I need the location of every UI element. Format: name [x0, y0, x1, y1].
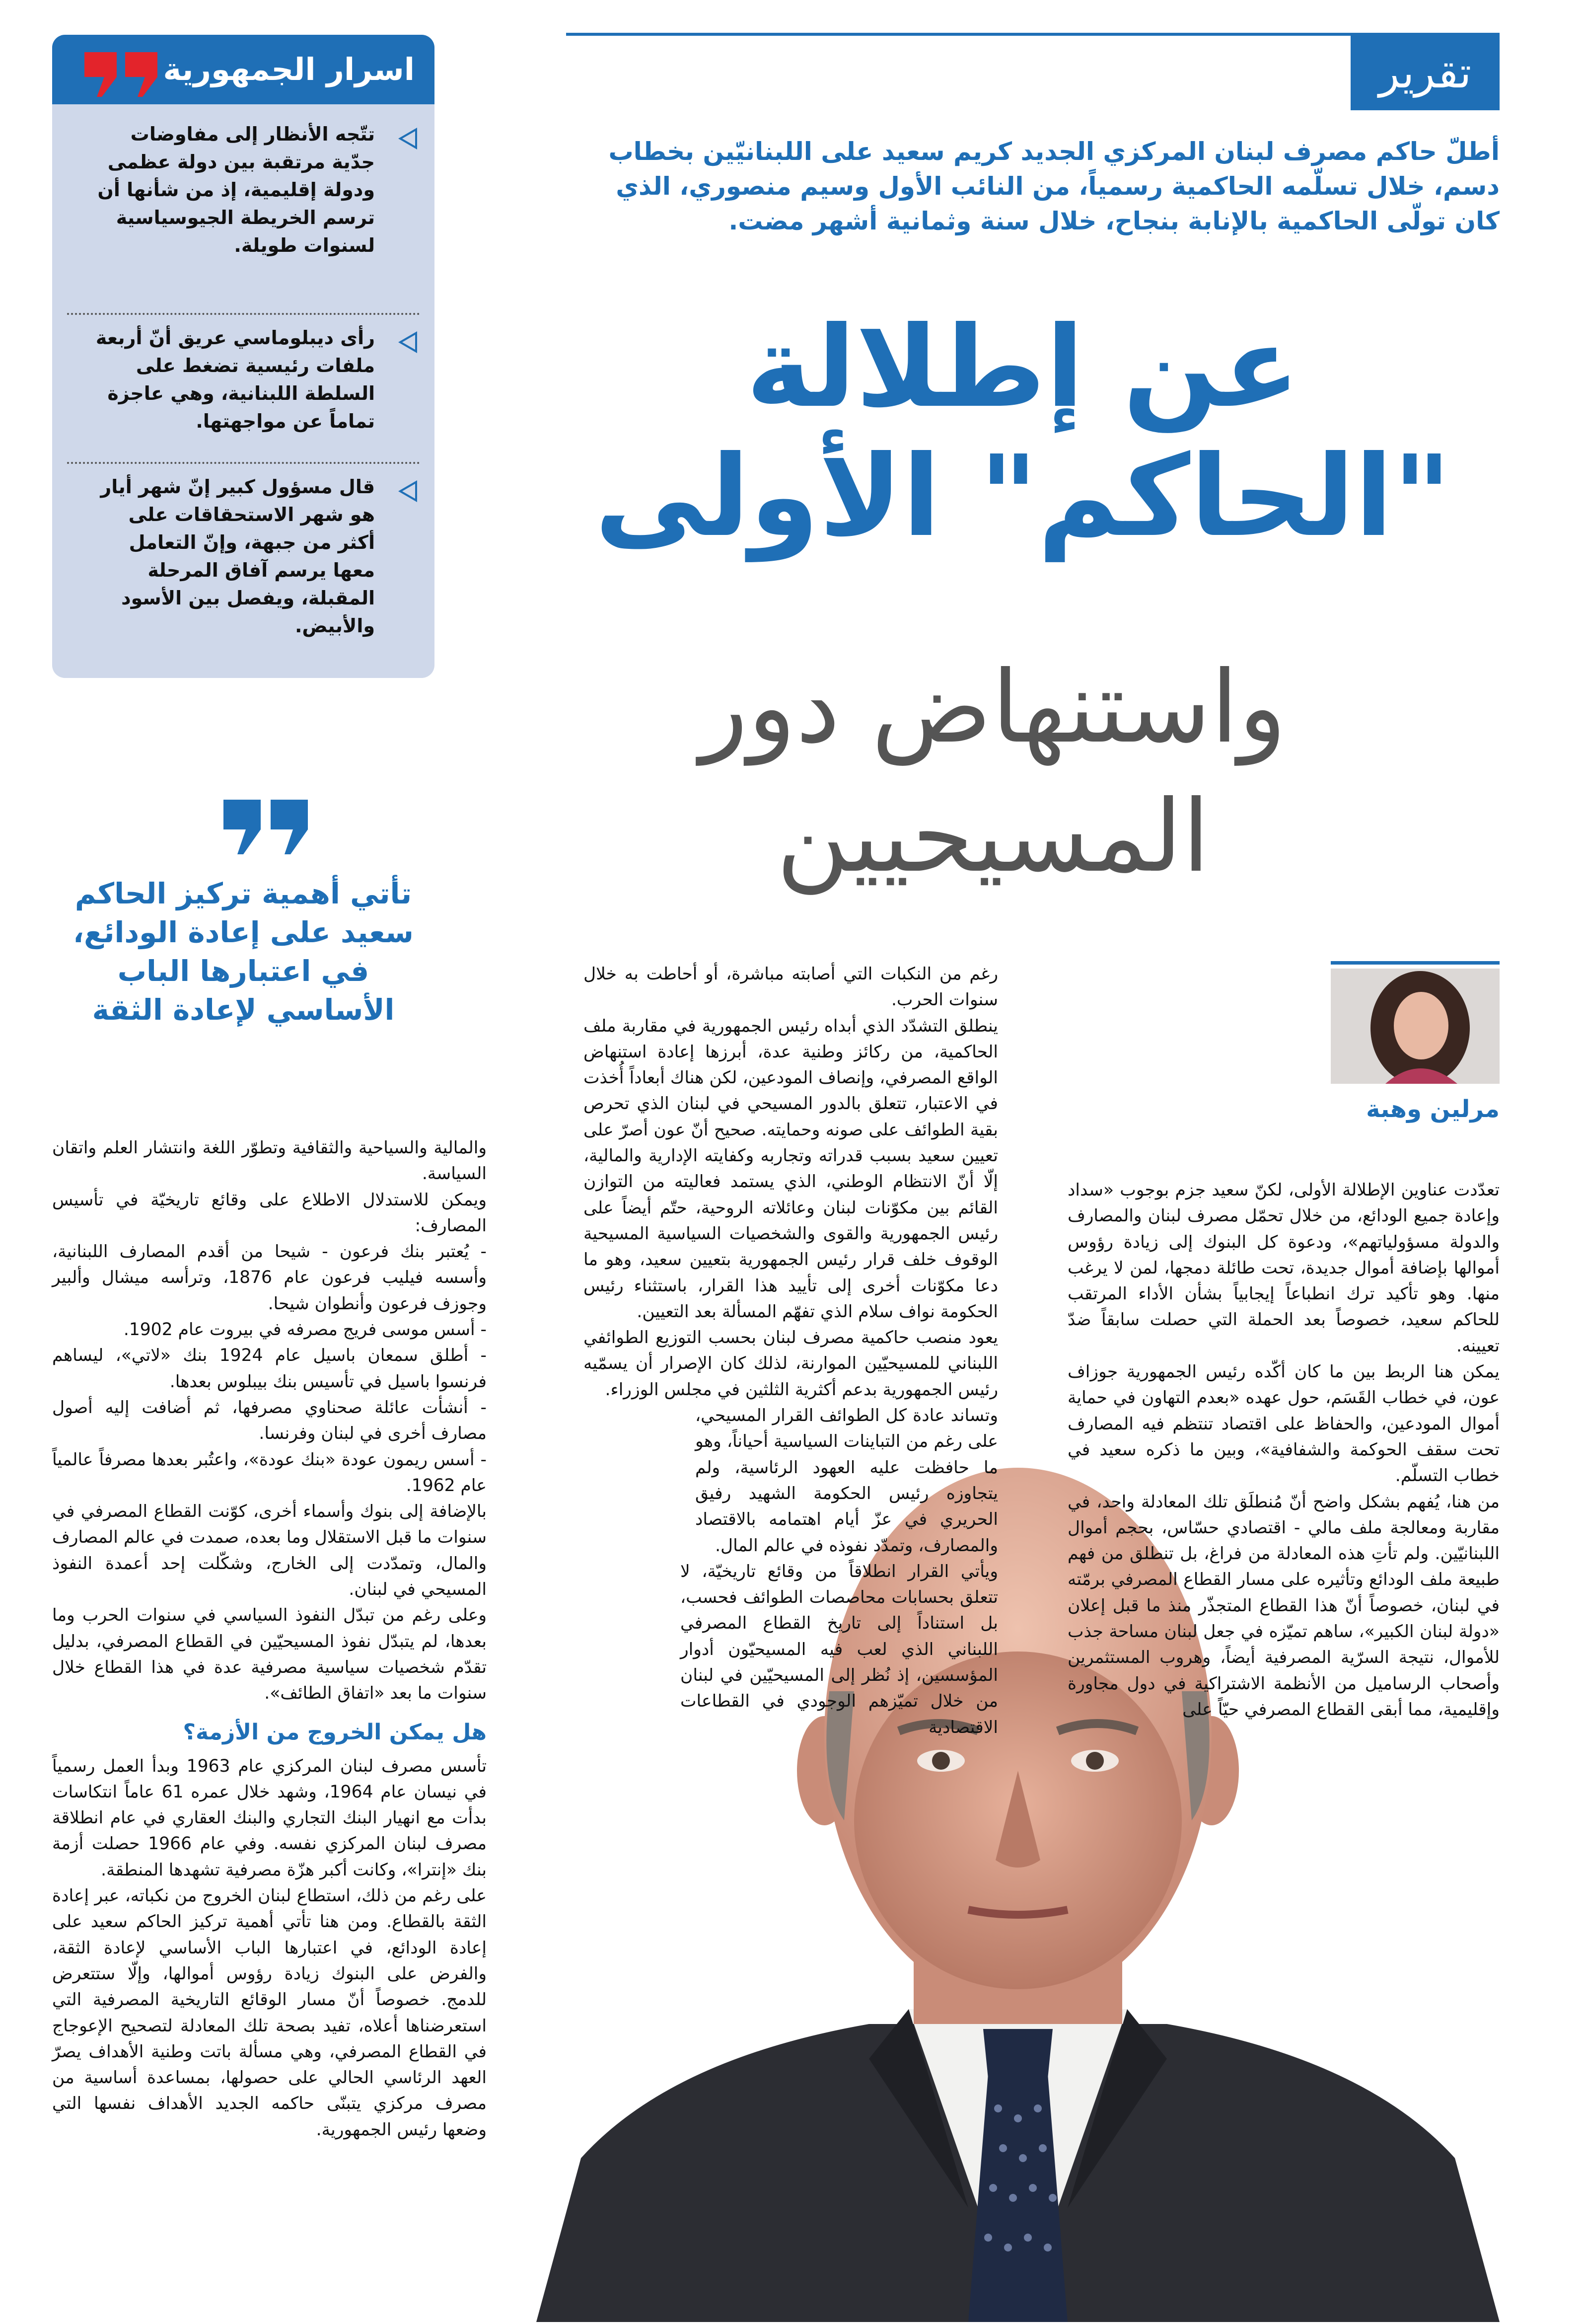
sidebar-header — [52, 35, 434, 104]
headline — [571, 303, 1475, 561]
headline-line-2: "الحاكم" الأولى — [594, 432, 1451, 562]
secrets-sidebar — [52, 35, 434, 678]
quote-marks-icon — [218, 795, 313, 859]
article-column-right — [1068, 1177, 1500, 1723]
paragraph: وعلى رغم من تبدّل النفوذ السياسي في سنوات الحرب وما بعدها، لم يتبدّل نفوذ المسيحيّين في القطاع المصرفي، بدليل تقدّم شخصيات سياسية مصرفية عدة في هذا القطاع خلال سنوات ما بعد «اتفاق الطائف». — [52, 1605, 487, 1704]
article-column-middle — [583, 961, 998, 1740]
paragraph: - أسس موسى فريج مصرفه في بيروت عام 1902. — [123, 1320, 487, 1340]
triangle-bullet-icon — [398, 480, 417, 502]
paragraph: من هنا، يُفهم بشكل واضح أنّ مُنطلَق تلك المعادلة واحد، في مقاربة ومعالجة ملف مالي - اقتصادي حسّاس، بحجم أموال اللبنانيّين. ولم تأتِ هذه المعادلة من فراغ، بل تنطلق من فهم طبيعة ملف الودائع وتأثيره على مسار القطاع المصرفي برمّته في لبنان، خصوصاً أنّ هذا القطاع المتجذّر منذ ما قبل إعلان «دولة لبنان الكبير»، ساهم تميّزه في جعل لبنان مساحة جذب للأموال، نتيجة السرّية المصرفية أيضاً، وهروب المستثمرين وأصحاب الرساميل من الأنظمة الاشتراكية في دول مجاورة وإقليمية، مما أبقى القطاع المصرفي حيّاً على — [1068, 1492, 1500, 1720]
paragraph: على رغم من ذلك، استطاع لبنان الخروج من نكباته، عبر إعادة الثقة بالقطاع. ومن هنا تأتي أهمية تركيز الحاكم سعيد على إعادة الودائع، في اعتبارها الباب الأساسي لإعادة الثقة، والفرض على البنوك زيادة رؤوس أموالها، وإلّا ستتعرض للدمج. خصوصاً أنّ مسار الوقائع التاريخية المصرفية التي استعرضناها أعلاه، تفيد بصحة تلك المعادلة لتصحيح الإعوجاج في القطاع المصرفي، وهي مسألة باتت وطنية الأهداف يصرّ العهد الرئاسي الحالي على حصولها، بمساعدة أساسية من مصرف مركزي يتبنّى حاكمه الجديد الأهداف نفسها التي وضعها رئيس الجمهورية. — [52, 1886, 487, 2140]
sidebar-item-3: قال مسؤول كبير إنّ شهر أيار هو شهر الاستحقاقات على أكثر من جبهة، وإنّ التعامل معها يرسم آفاق المرحلة المقبلة، ويفصل بين الأسود والأبيض. — [100, 476, 375, 637]
paragraph: وتساند عادة كل الطوائف القرار المسيحي، على رغم من التباينات السياسية أحياناً، وهو ما حافظت عليه العهود الرئاسية، ولم يتجاوزه رئيس الحكومة الشهيد رفيق الحريري في عزّ أيام اهتمامه بالاقتصاد والمصارف، وتمدّد نفوذه في عالم المال. — [695, 1406, 998, 1556]
paragraph: بالإضافة إلى بنوك وأسماء أخرى، كوّنت القطاع المصرفي في سنوات ما قبل الاستقلال وما بعده، صمدت في عالم المصارف والمال، وتمدّدت إلى الخارج، وشكّلت إحد أعمدة النفوذ المسيحي في لبنان. — [52, 1501, 487, 1600]
pull-quote: تأتي أهمية تركيز الحاكم سعيد على إعادة الودائع، في اعتبارها الباب الأساسي لإعادة الثقة — [73, 877, 414, 1027]
sidebar-divider — [67, 313, 420, 315]
paragraph: ويأتي القرار انطلاقاً من وقائع تاريخيّة، لا تتعلق بحسابات محاصصات الطوائف فحسب، بل استناداً إلى تاريخ القطاع المصرفي اللبناني الذي لعب فيه المسيحيّون أدوار المؤسسين، إذ نُظر إلى المسيحيّين في لبنان من خلال تميّزهم الوجودي في القطاعات الاقتصادية — [680, 1561, 998, 1737]
sidebar-item-2: رأى ديبلوماسي عريق أنّ أربعة ملفات رئيسية تضغط على السلطة اللبنانية، وهي عاجزة تماماً عن مواجهتها. — [95, 327, 375, 432]
paragraph: - أسس ريمون عودة «بنك عودة»، واعتُبر بعدها مصرفاً عالمياً عام 1962. — [52, 1449, 487, 1496]
quote-marks-icon — [79, 47, 164, 102]
headline-line-1: عن إطلالة — [746, 302, 1300, 433]
triangle-bullet-icon — [398, 128, 417, 150]
lead-paragraph: أطلّ حاكم مصرف لبنان المركزي الجديد كريم سعيد على اللبنانيّين بخطاب دسم، خلال تسلّمه الحاكمية رسمياً، من النائب الأول وسيم منصوري، الذي كان تولّى الحاكمية بالإنابة بنجاح، خلال سنة وثمانية أشهر مضت. — [608, 137, 1500, 235]
sidebar-divider — [67, 462, 420, 464]
paragraph: تعدّدت عناوين الإطلالة الأولى، لكنّ سعيد جزم بوجوب «سداد وإعادة جميع الودائع، من خلال تحمّل مصرف لبنان والمصارف والدولة مسؤولياتهم»، ودعوة كل البنوك إلى زيادة رؤوس أموالها بإضافة أموال جديدة، تحت طائلة دمجها، لمن لا يرغب منها. وهو تأكيد ترك انطباعاً إيجابياً بشأن الأداء المرتقب للحاكم سعيد، خصوصاً بعد الحملة التي حصلت سابقاً ضدّ تعيينه. — [1068, 1180, 1500, 1356]
paragraph: - يُعتبر بنك فرعون - شيحا من أقدم المصارف اللبنانية، وأسسه فيليب فرعون عام 1876، وترأسه ميشال وألبير وجوزف فرعون وأنطوان شيحا. — [52, 1242, 487, 1314]
paragraph: ويمكن للاستدلال الاطلاع على وقائع تاريخيّة في تأسيس المصارف: — [52, 1190, 487, 1236]
section-tag: تقرير — [1351, 36, 1500, 110]
section-heading: هل يمكن الخروج من الأزمة؟ — [183, 1719, 487, 1745]
subheadline — [571, 643, 1415, 901]
paragraph: - أنشأت عائلة صحناوي مصرفها، ثم أضافت إليه أصول مصارف أخرى في لبنان وفرنسا. — [52, 1397, 487, 1444]
sidebar-title: اسرار الجمهورية — [163, 51, 415, 87]
paragraph: يعود منصب حاكمية مصرف لبنان بحسب التوزيع الطوائفي اللبناني للمسيحيّين الموارنة، لذلك كان الإصرار أن يسمّيه رئيس الجمهورية بدعم أكثرية الثلثين في مجلس الوزراء. — [583, 1328, 998, 1400]
author-rule — [1331, 961, 1500, 965]
subhead-line-2: المسيحيين — [776, 779, 1210, 895]
triangle-bullet-icon — [398, 331, 417, 353]
author-photo — [1331, 969, 1500, 1084]
author-name: مرلين وهبة — [1366, 1095, 1500, 1123]
subhead-line-1: واستنهاض دور — [700, 650, 1287, 765]
paragraph: رغم من النكبات التي أصابته مباشرة، أو أحاطت به خلال سنوات الحرب. — [583, 964, 998, 1010]
paragraph: والمالية والسياحية والثقافية وتطوّر اللغة وانتشار العلم واتقان السياسة. — [52, 1138, 487, 1184]
paragraph: ينطلق التشدّد الذي أبداه رئيس الجمهورية في مقاربة ملف الحاكمية، من ركائز وطنية عدة، أبرزها إعادة استنهاض الواقع المصرفي، وإنصاف المودعين، لكن هناك أبعاداً أُخذت في الاعتبار، تتعلق بالدور المسيحي في لبنان الذي تحرص بقية الطوائف على صونه وحمايته. صحيح أنّ عون أصرّ على تعيين سعيد بسبب قدراته وتجاربه وكفايته الإدارية والمالية، إلّا أنّ الانتظام الوطني، الذي يستمد فعاليته من التوازن القائم بين مكوّنات لبنان وعائلاته الروحية، حتّم أيضاً على رئيس الجمهورية والقوى والشخصيات السياسية المسيحية الوقوف خلف قرار رئيس الجمهورية بتعيين سعيد، وهو ما دعا مكوّنات أخرى إلى تأييد هذا القرار، باستثناء رئيس الحكومة نواف سلام الذي تفهّم المسألة بعد التعيين. — [583, 1016, 998, 1322]
sidebar-item-1: تتّجه الأنظار إلى مفاوضات جدّية مرتقبة بين دولة عظمى ودولة إقليمية، إذ من شأنها أن ترسم الخريطة الجيوسياسية لسنوات طويلة. — [97, 123, 375, 256]
paragraph: يمكن هنا الربط بين ما كان أكّده رئيس الجمهورية جوزاف عون، في خطاب القَسَم، حول عهده «بعدم التهاون في حماية أموال المودعين، والحفاظ على اقتصاد تنتظم فيه المصارف تحت سقف الحوكمة والشفافية»، وبين ما ذكره سعيد في خطاب التسلّم. — [1068, 1362, 1500, 1486]
paragraph: تأسس مصرف لبنان المركزي عام 1963 وبدأ العمل رسمياً في نيسان عام 1964، وشهد خلال عمره 61 عاماً انتكاسات بدأت مع انهيار البنك التجاري والبنك العقاري في عام انطلاقة مصرف لبنان المركزي نفسه. وفي عام 1966 حصلت أزمة بنك «إنترا»، وكانت أكبر هزّة مصرفية تشهدها المنطقة. — [52, 1756, 487, 1880]
article-column-left — [52, 1135, 487, 2143]
paragraph: - أطلق سمعان باسيل عام 1924 بنك «لاتي»، ليساهم فرنسوا باسيل في تأسيس بنك بيبلوس بعدها. — [52, 1346, 487, 1392]
